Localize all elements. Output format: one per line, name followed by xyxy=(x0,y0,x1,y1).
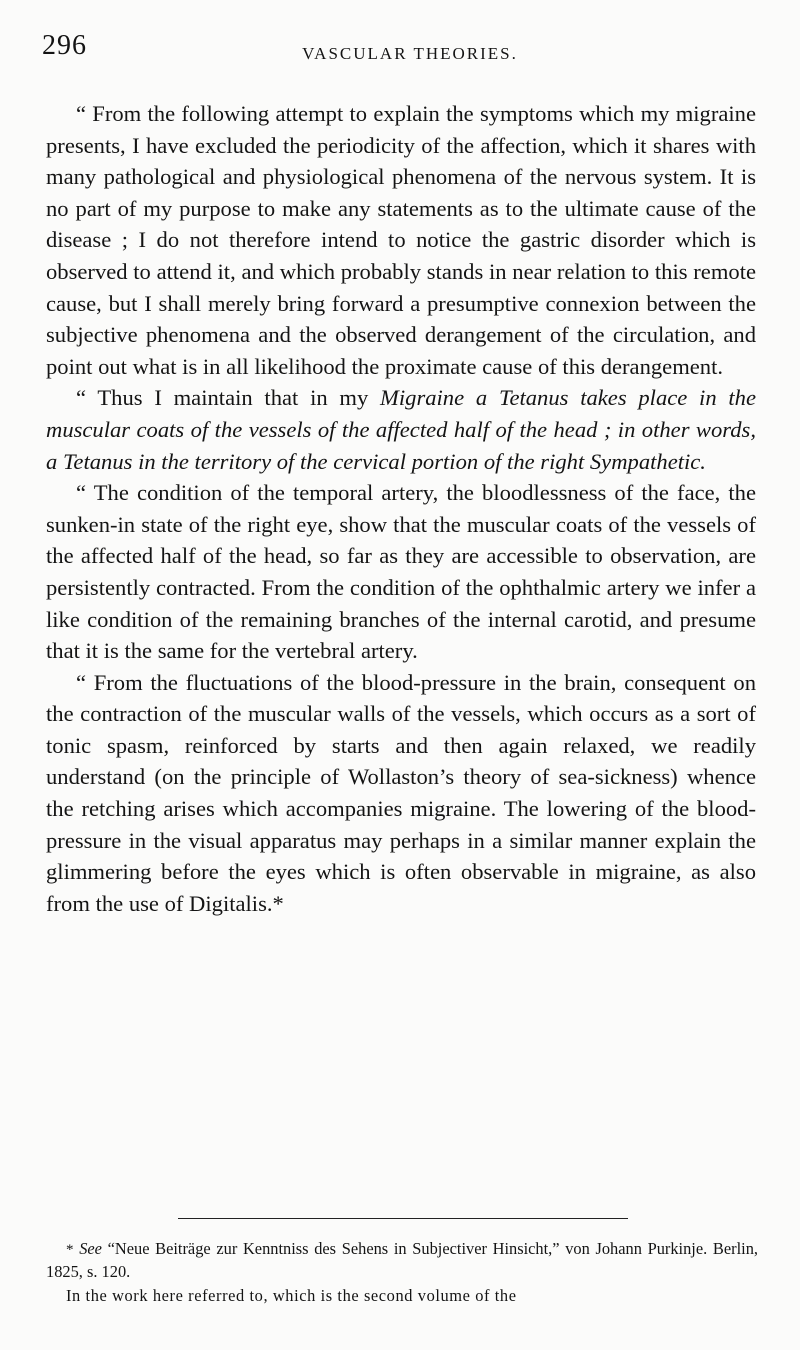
page-number: 296 xyxy=(42,30,87,61)
paragraph-3: “ The condition of the temporal artery, the bloodlessness of the face, the sunken-in state of the right eye, show that the muscular coats of the vessels of the affected half of the head, so far as they are accessible to observation, are persistently contracted. From the condition of the ophthalmic artery we infer a like condition of the remaining branches of the internal carotid, and presume that it is the same for the vertebral artery. xyxy=(46,480,756,664)
footnote-see: See xyxy=(79,1239,102,1258)
footnote-marker: * xyxy=(66,1242,74,1258)
body-text xyxy=(46,98,756,919)
footnote-citation xyxy=(46,1238,758,1282)
footnote-citation-text: “Neue Beiträge zur Kenntniss des Sehens in Subjectiver Hinsicht,” von Johann Purkinje. Berlin, 1825, s. 120. xyxy=(46,1239,758,1281)
paragraph-1: “ From the following attempt to explain the symptoms which my migraine presents, I have excluded the periodicity of the affection, which it shares with many pathological and physiological phenomena of the nervous system. It is no part of my purpose to make any statements as to the ultimate cause of the disease ; I do not therefore intend to notice the gastric disorder which is observed to attend it, and which probably stands in near relation to this remote cause, but I shall merely bring forward a presumptive connexion between the subjective phenomena and the observed derangement of the circulation, and point out what is in all likelihood the proximate cause of this derangement. xyxy=(46,101,756,379)
footnote-continuation: In the work here referred to, which is the second volume of the xyxy=(66,1286,517,1305)
footnote-rule xyxy=(178,1218,628,1219)
running-head: VASCULAR THEORIES. xyxy=(302,44,518,63)
paragraph-2-lead: “ Thus I maintain that in my xyxy=(76,385,381,411)
paragraph-2 xyxy=(46,382,756,477)
paragraph-2-italic: Migraine a Tetanus takes place in the muscular coats of the vessels of the affected half of the head ; in other words, a Tetanus in the territory of the cervical portion of the right Sympathetic. xyxy=(46,385,756,474)
paragraph-4: “ From the fluctuations of the blood-pressure in the brain, consequent on the contraction of the muscular walls of the vessels, which occurs as a sort of tonic spasm, reinforced by starts and then again relaxed, we readily understand (on the principle of Wollaston’s theory of sea-sickness) whence the retching arises which accompanies migraine. The lowering of the blood-pressure in the visual apparatus may perhaps in a similar manner explain the glimmering before the eyes which is often observable in migraine, as also from the use of Digitalis.* xyxy=(46,669,756,916)
footnote xyxy=(46,1238,758,1306)
